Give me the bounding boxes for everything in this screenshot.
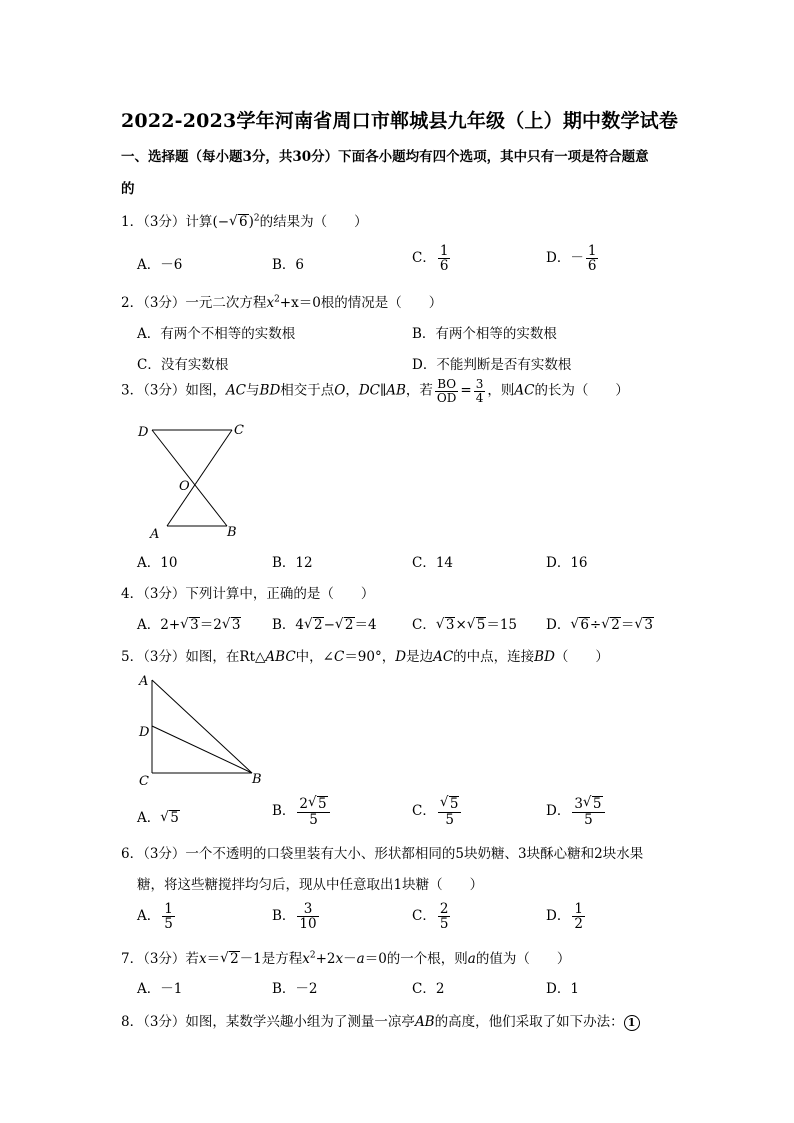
q3-option-d: D．16	[546, 555, 588, 571]
q4-option-d: D．√ 6÷√ 2＝√ 3	[546, 613, 654, 633]
label-c: C	[234, 423, 244, 438]
label-b: B	[227, 525, 237, 540]
q5-option-c: C． √ $\frac{5}{5}$	[412, 796, 463, 827]
question-7-stem: 7．（3分）若x＝√ 2－1是方程$x^2+2x-a=0$的一个根，则a的值为（ ）	[121, 947, 570, 967]
q1-paren-open: (−	[212, 214, 230, 230]
q7-option-b: B．－2	[272, 981, 318, 997]
question-6-stem-cont: 糖，将这些糖搅拌均匀后，现从中任意取出1块糖（ ）	[137, 877, 484, 893]
q5-option-a: A．√ 5	[137, 806, 180, 826]
q7-option-a: A．－1	[137, 981, 183, 997]
circled-number: 1	[624, 1015, 640, 1031]
q1-tail: 的结果为（ ）	[259, 214, 368, 230]
q1-option-c: C． $\frac{1}{6}$	[412, 243, 449, 275]
q5-figure	[130, 670, 270, 790]
q1-sqrt: √ 6	[229, 214, 249, 230]
segment-ca	[167, 430, 232, 526]
question-1-stem	[121, 210, 368, 230]
question-2-stem: 2．（3分）一元二次方程$x^2+x=0$根的情况是（ ）	[121, 294, 443, 311]
q7-option-c: C．2	[412, 981, 445, 997]
q5-option-b: B． $\frac{2√ 5}{5}$	[272, 796, 332, 827]
question-3-stem: 3．（3分）如图，AC与BD相交于点O，DC∥AB，若 $\frac{BO}{OD}$ = $\frac{3}{4}$ ，则AC的长为（ ）	[121, 377, 629, 405]
q1-prefix: 1．（3分）计算	[121, 214, 213, 230]
q4-option-b: B．4√ 2−√ 2＝4	[272, 613, 377, 633]
label-c: C	[139, 774, 149, 789]
q6-option-d: D． $\frac{1}{2}$	[546, 901, 583, 933]
label-a: A	[139, 674, 149, 689]
q6-option-c: C． $\frac{2}{5}$	[412, 901, 449, 933]
q6-option-b: B． $\frac{3}{10}$	[272, 901, 317, 933]
question-8-stem: 8．（3分）如图，某数学兴趣小组为了测量一凉亭AB的高度，他们采取了如下办法： 1	[121, 1010, 640, 1031]
label-d: D	[138, 425, 149, 440]
section-heading: 一、选择题（每小题3分，共30分）下面各小题均有四个选项，其中只有一项是符合题意	[121, 149, 649, 165]
q7-option-d: D．1	[546, 981, 579, 997]
q2-option-a: A．有两个不相等的实数根	[137, 326, 296, 342]
question-5-stem: 5．（3分）如图，在Rt△ABC中，∠C＝90°，D是边AC的中点，连接BD（ ）	[121, 649, 609, 665]
label-o: O	[179, 479, 190, 494]
segment-ab	[152, 680, 252, 773]
q4-option-a: A．2+√ 3＝2√ 3	[137, 613, 241, 633]
q4-option-c: C．√ 3×√ 5＝15	[412, 613, 517, 633]
q5-option-d: D． $\frac{3√ 5}{5}$	[546, 796, 607, 827]
q6-option-a: A． $\frac{1}{5}$	[137, 901, 173, 933]
question-6-stem: 6．（3分）一个不透明的口袋里装有大小、形状都相同的5块奶糖、3块酥心糖和2块水果	[121, 846, 644, 862]
page-title: 2022-2023学年河南省周口市郸城县九年级（上）期中数学试卷	[121, 110, 679, 132]
q3-option-b: B．12	[272, 555, 313, 571]
q1-option-d: D．－ $\frac{1}{6}$	[546, 243, 597, 275]
q2-option-d: D．不能判断是否有实数根	[412, 357, 572, 373]
q2-option-c: C．没有实数根	[137, 357, 229, 373]
label-d: D	[139, 725, 150, 740]
segment-db	[152, 726, 252, 773]
section-heading-cont: 的	[121, 181, 135, 197]
question-4-stem: 4．（3分）下列计算中，正确的是（ ）	[121, 586, 375, 602]
q1-exponent: 2	[253, 213, 260, 224]
q3-option-a: A．10	[137, 555, 178, 571]
label-a: A	[150, 527, 160, 542]
q3-option-c: C．14	[412, 555, 454, 571]
q1-option-a: A．－6	[137, 257, 183, 273]
segment-db	[152, 430, 227, 526]
q2-option-b: B．有两个相等的实数根	[412, 326, 557, 342]
q1-option-b: B．6	[272, 257, 305, 273]
label-b: B	[252, 772, 262, 787]
q1-paren-close: )	[248, 214, 254, 230]
q3-figure	[130, 418, 260, 543]
